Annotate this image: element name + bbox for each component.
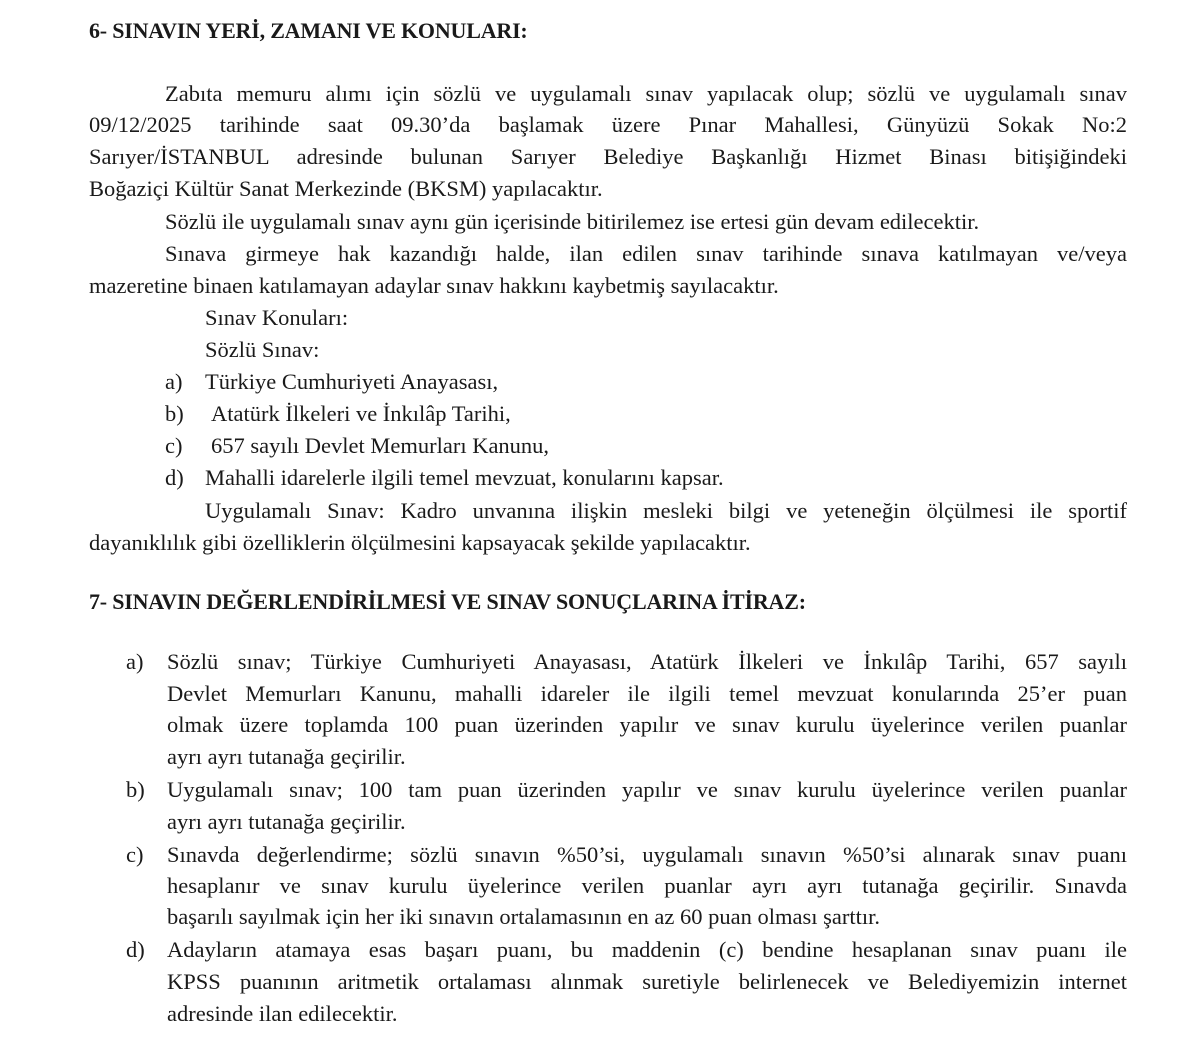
- evaluation-item-letter: d): [126, 937, 145, 962]
- evaluation-item-letter: c): [126, 842, 144, 867]
- oral-topic-letter: d): [165, 465, 184, 490]
- evaluation-item-line: hesaplanır ve sınav kurulu üyelerince verilen puanlar ayrı ayrı tutanağa geçirilir. Sınavda: [167, 873, 1127, 898]
- evaluation-item-line: başarılı sayılmak için her iki sınavın ortalamasının en az 60 puan olması şarttır.: [167, 904, 880, 929]
- section-6-heading: 6- SINAVIN YERİ, ZAMANI VE KONULARI:: [89, 18, 528, 43]
- evaluation-item-line: Sınavda değerlendirme; sözlü sınavın %50’si, uygulamalı sınavın %50’si alınarak sınav puanı: [167, 842, 1127, 867]
- evaluation-item-line: Devlet Memurları Kanunu, mahalli idareler ile ilgili temel mevzuat konularında 25’er puan: [167, 681, 1127, 706]
- evaluation-item-line: adresinde ilan edilecektir.: [167, 1001, 398, 1026]
- oral-topic-text: Mahalli idarelerle ilgili temel mevzuat, konularını kapsar.: [205, 465, 724, 490]
- para1-line-2: 09/12/2025 tarihinde saat 09.30’da başlamak üzere Pınar Mahallesi, Günyüzü Sokak No:2: [89, 112, 1127, 137]
- evaluation-item-line: ayrı ayrı tutanağa geçirilir.: [167, 809, 406, 834]
- evaluation-item-letter: b): [126, 777, 145, 802]
- evaluation-item-letter: a): [126, 649, 144, 674]
- practical-line-1: Uygulamalı Sınav: Kadro unvanına ilişkin mesleki bilgi ve yeteneğin ölçülmesi ile sportif: [205, 498, 1127, 523]
- para1-line-1: Zabıta memuru alımı için sözlü ve uygulamalı sınav yapılacak olup; sözlü ve uygulamalı sınav: [165, 81, 1127, 106]
- evaluation-item-line: ayrı ayrı tutanağa geçirilir.: [167, 744, 406, 769]
- oral-topic-letter: c): [165, 433, 183, 458]
- oral-topic-letter: b): [165, 401, 184, 426]
- oral-topic-text: 657 sayılı Devlet Memurları Kanunu,: [211, 433, 550, 458]
- para3-line-2: mazeretine binaen katılamayan adaylar sınav hakkını kaybetmiş sayılacaktır.: [89, 273, 779, 298]
- practical-line-2: dayanıklılık gibi özelliklerin ölçülmesini kapsayacak şekilde yapılacaktır.: [89, 530, 751, 555]
- section-7-heading: 7- SINAVIN DEĞERLENDİRİLMESİ VE SINAV SONUÇLARINA İTİRAZ:: [89, 589, 806, 614]
- evaluation-item-line: olmak üzere toplamda 100 puan üzerinden yapılır ve sınav kurulu üyelerince verilen puanlar: [167, 712, 1127, 737]
- topics-label: Sınav Konuları:: [205, 305, 349, 330]
- para3-line-1: Sınava girmeye hak kazandığı halde, ilan edilen sınav tarihinde sınava katılmayan ve/veya: [165, 241, 1127, 266]
- para2-line: Sözlü ile uygulamalı sınav aynı gün içerisinde bitirilemez ise ertesi gün devam edilecektir.: [165, 209, 980, 234]
- para1-line-3: Sarıyer/İSTANBUL adresinde bulunan Sarıyer Belediye Başkanlığı Hizmet Binası bitişiğindeki: [89, 144, 1127, 169]
- oral-exam-label: Sözlü Sınav:: [205, 337, 320, 362]
- evaluation-item-line: Uygulamalı sınav; 100 tam puan üzerinden yapılır ve sınav kurulu üyelerince verilen puanlar: [167, 777, 1127, 802]
- evaluation-item-line: KPSS puanının aritmetik ortalaması alınmak suretiyle belirlenecek ve Belediyemizin internet: [167, 969, 1127, 994]
- oral-topic-text: Türkiye Cumhuriyeti Anayasası,: [205, 369, 499, 394]
- evaluation-item-line: Adayların atamaya esas başarı puanı, bu maddenin (c) bendine hesaplanan sınav puanı ile: [167, 937, 1127, 962]
- evaluation-item-line: Sözlü sınav; Türkiye Cumhuriyeti Anayasası, Atatürk İlkeleri ve İnkılâp Tarihi, 657 sayılı: [167, 649, 1127, 674]
- para1-line-4: Boğaziçi Kültür Sanat Merkezinde (BKSM) yapılacaktır.: [89, 176, 603, 201]
- oral-topic-letter: a): [165, 369, 183, 394]
- oral-topic-text: Atatürk İlkeleri ve İnkılâp Tarihi,: [211, 401, 511, 426]
